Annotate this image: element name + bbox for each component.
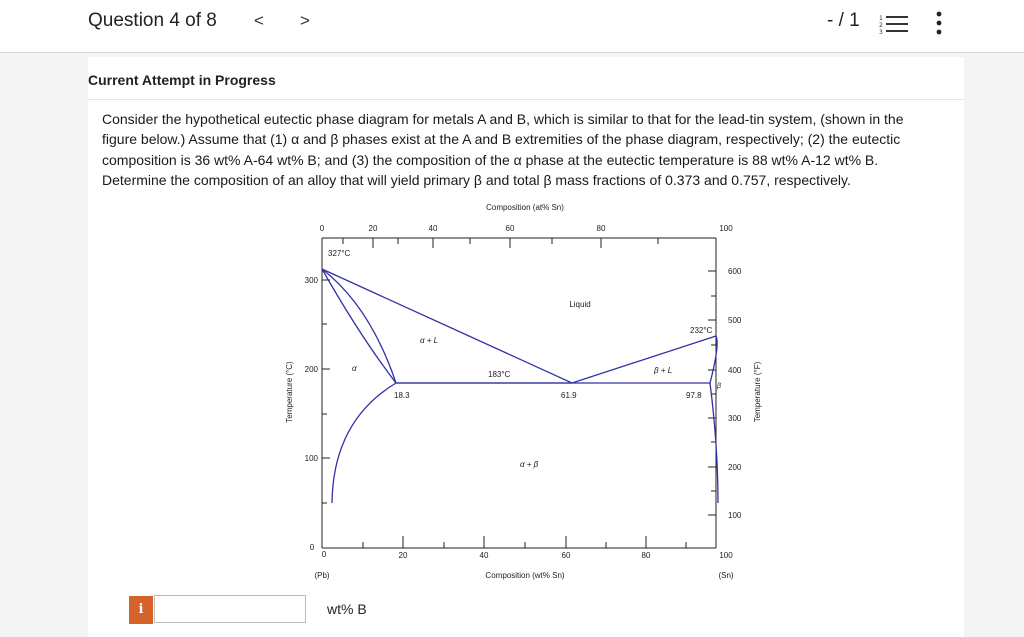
bottom-tick-label: 20 (398, 551, 408, 560)
top-bar (0, 0, 1024, 53)
top-ticks (322, 238, 658, 248)
liquid-region-label: Liquid (569, 300, 591, 309)
eutectic-comp-label: 61.9 (561, 391, 577, 400)
bottom-tick-label: 80 (641, 551, 651, 560)
bottom-tick-label: 0 (321, 550, 327, 559)
bottom-axis-title: Composition (wt% Sn) (485, 571, 565, 580)
svg-text:1: 1 (879, 15, 883, 22)
score-display: - / 1 (827, 10, 860, 31)
left-axis-title: Temperature (°C) (285, 361, 294, 423)
alpha-beta-region-label: α + β (520, 460, 539, 469)
top-tick-label: 60 (505, 224, 515, 233)
attempt-title: Current Attempt in Progress (88, 72, 276, 88)
beta-liquidus-line (572, 336, 716, 383)
liquidus-line (322, 269, 572, 383)
bottom-tick-label: 40 (479, 551, 489, 560)
question-counter: Question 4 of 8 (88, 10, 217, 31)
svg-text:3: 3 (879, 29, 883, 34)
top-tick-label: 0 (319, 224, 325, 233)
beta-liquid-region-label: β + L (654, 366, 673, 375)
answer-input[interactable] (154, 595, 306, 623)
bottom-tick-label: 100 (719, 551, 733, 560)
top-tick-label: 20 (368, 224, 378, 233)
right-axis-title: Temperature (°F) (753, 361, 762, 423)
beta-solvus-line (710, 383, 718, 503)
previous-question-button[interactable]: < (254, 11, 264, 30)
right-tick-label: 200 (728, 463, 742, 472)
top-axis-title: Composition (at% Sn) (486, 203, 564, 212)
eutectic-temp-label: 183°C (488, 370, 511, 379)
question-text: Consider the hypothetical eutectic phase diagram for metals A and B, which is similar to that for the lead-tin system, (shown in the figure below.) Assume that (1) α and β phases exist at the A and B extremities of the phase diagram, respectively; (2) the eutectic composition is 36 wt% A-64 wt% B; and (3) the composition of the α phase at the eutectic temperature is 88 wt% A-12 wt% B. Determine the composition of an alloy that will yield primary β and total β mass fractions of 0.373 and 0.757, respectively. (102, 111, 904, 188)
right-tick-label: 100 (728, 511, 742, 520)
alpha-limit-label: 18.3 (394, 391, 410, 400)
alpha-liquid-region-label: α + L (420, 336, 439, 345)
top-tick-label: 100 (719, 224, 733, 233)
left-ticks (322, 280, 330, 503)
phase-diagram-figure (270, 196, 770, 588)
right-tick-label: 300 (728, 414, 742, 423)
answer-unit: wt% B (327, 601, 367, 617)
left-tick-label: 100 (304, 454, 318, 463)
right-tick-label: 500 (728, 316, 742, 325)
beta-limit-label: 97.8 (686, 391, 702, 400)
next-question-button[interactable]: > (300, 11, 310, 30)
alpha-solvus-line (332, 383, 396, 503)
origin-label: 0 (309, 543, 315, 552)
question-list-icon[interactable] (879, 14, 909, 34)
beta-region-label: β (717, 383, 721, 390)
alpha-region-label: α (352, 364, 357, 373)
pb-label: (Pb) (314, 571, 330, 580)
sn-label: (Sn) (718, 571, 734, 580)
sn-melting-label: 232°C (690, 326, 713, 335)
pb-melting-label: 327°C (328, 249, 351, 258)
bottom-tick-label: 60 (561, 551, 571, 560)
top-tick-label: 40 (428, 224, 438, 233)
left-tick-label: 300 (304, 276, 318, 285)
top-tick-label: 80 (596, 224, 606, 233)
left-tick-label: 200 (304, 365, 318, 374)
more-options-icon[interactable] (935, 11, 943, 35)
divider (88, 99, 964, 100)
bottom-ticks (363, 536, 686, 548)
right-ticks (708, 271, 716, 515)
svg-text:2: 2 (879, 22, 883, 29)
right-tick-label: 600 (728, 267, 742, 276)
right-tick-label: 400 (728, 366, 742, 375)
info-hint-button[interactable]: i (129, 596, 153, 624)
